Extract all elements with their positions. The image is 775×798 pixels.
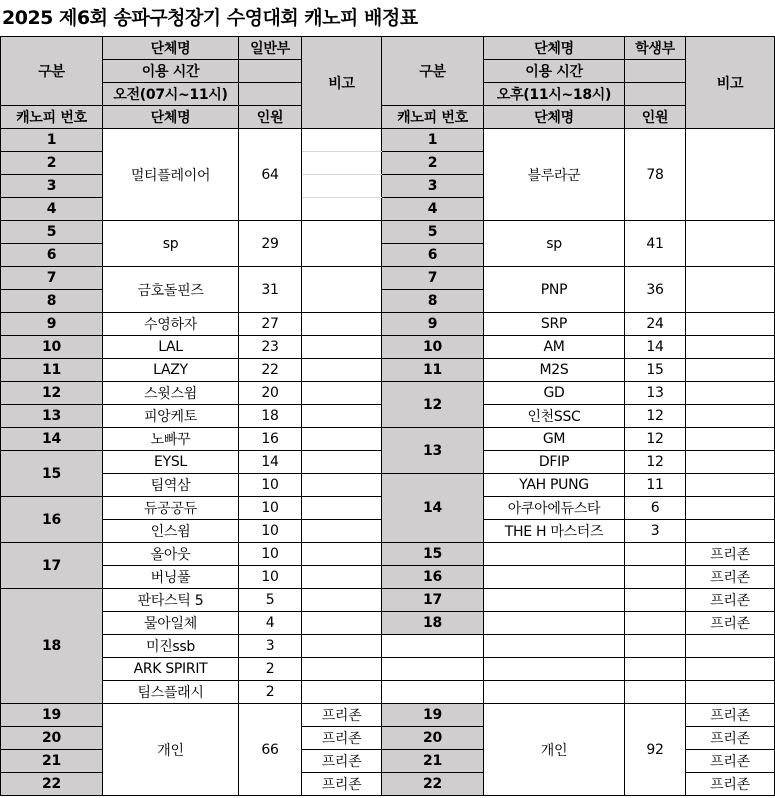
people-count bbox=[625, 589, 686, 612]
people-count: 10 bbox=[239, 497, 302, 520]
people-count: 12 bbox=[625, 405, 686, 428]
note-cell bbox=[302, 520, 382, 543]
table-row bbox=[1, 612, 775, 635]
header-gubun: 구분 bbox=[382, 37, 484, 106]
header-division: 일반부 bbox=[239, 37, 302, 60]
canopy-number: 4 bbox=[382, 198, 484, 221]
people-count: 31 bbox=[239, 267, 302, 313]
table-row bbox=[1, 382, 775, 405]
canopy-number: 18 bbox=[1, 589, 103, 704]
people-count: 3 bbox=[239, 635, 302, 658]
note-cell bbox=[686, 428, 775, 451]
page-title: 2025 제6회 송파구청장기 수영대회 캐노피 배정표 bbox=[2, 7, 418, 29]
people-count bbox=[625, 681, 686, 704]
note-cell bbox=[302, 566, 382, 589]
group-name bbox=[484, 543, 625, 566]
note-cell bbox=[686, 267, 775, 313]
note-cell bbox=[302, 405, 382, 428]
people-count: 92 bbox=[625, 704, 686, 796]
header-empty-cell bbox=[239, 83, 302, 106]
people-count: 13 bbox=[625, 382, 686, 405]
header-time-slot: 오전(07시~11시) bbox=[103, 83, 239, 106]
people-count: 16 bbox=[239, 428, 302, 451]
group-name: GD bbox=[484, 382, 625, 405]
note-cell bbox=[302, 313, 382, 336]
header-group-name: 단체명 bbox=[484, 37, 625, 60]
note-cell bbox=[302, 589, 382, 612]
header-group-name: 단체명 bbox=[484, 106, 625, 129]
group-name: ARK SPIRIT bbox=[103, 658, 239, 681]
note-cell bbox=[686, 129, 775, 221]
canopy-number: 1 bbox=[382, 129, 484, 152]
canopy-number: 15 bbox=[1, 451, 103, 497]
canopy-number: 9 bbox=[382, 313, 484, 336]
canopy-number: 5 bbox=[1, 221, 103, 244]
people-count bbox=[625, 566, 686, 589]
note-cell bbox=[686, 474, 775, 497]
note-cell: 프리존 bbox=[302, 704, 382, 727]
canopy-number: 7 bbox=[382, 267, 484, 290]
group-name: 아쿠아에듀스타 bbox=[484, 497, 625, 520]
note-cell bbox=[686, 382, 775, 405]
note-cell bbox=[302, 152, 382, 175]
people-count: 5 bbox=[239, 589, 302, 612]
note-cell bbox=[302, 658, 382, 681]
group-name: 미진ssb bbox=[103, 635, 239, 658]
table-row bbox=[1, 566, 775, 589]
note-cell: 프리존 bbox=[686, 727, 775, 750]
canopy-number: 16 bbox=[382, 566, 484, 589]
canopy-number: 20 bbox=[382, 727, 484, 750]
canopy-number: 2 bbox=[382, 152, 484, 175]
note-cell bbox=[686, 359, 775, 382]
group-name bbox=[484, 566, 625, 589]
canopy-assignment-table bbox=[0, 36, 775, 796]
note-cell: 프리존 bbox=[302, 727, 382, 750]
header-usage-time: 이용 시간 bbox=[103, 60, 239, 83]
note-cell bbox=[302, 543, 382, 566]
people-count: 78 bbox=[625, 129, 686, 221]
people-count: 14 bbox=[239, 451, 302, 474]
table-row bbox=[1, 474, 775, 497]
group-name: 인천SSC bbox=[484, 405, 625, 428]
header-row bbox=[1, 37, 775, 60]
note-cell bbox=[302, 451, 382, 474]
group-name: 금호돌핀즈 bbox=[103, 267, 239, 313]
group-name: PNP bbox=[484, 267, 625, 313]
header-usage-time: 이용 시간 bbox=[484, 60, 625, 83]
group-name: LAL bbox=[103, 336, 239, 359]
canopy-number: 22 bbox=[1, 773, 103, 796]
header-empty-cell bbox=[625, 60, 686, 83]
note-cell: 프리존 bbox=[686, 704, 775, 727]
group-name: sp bbox=[484, 221, 625, 267]
group-name: LAZY bbox=[103, 359, 239, 382]
group-name: DFIP bbox=[484, 451, 625, 474]
group-name: EYSL bbox=[103, 451, 239, 474]
canopy-number-empty bbox=[382, 681, 484, 704]
group-name: 인스윔 bbox=[103, 520, 239, 543]
group-name: 피앙케토 bbox=[103, 405, 239, 428]
people-count: 66 bbox=[239, 704, 302, 796]
group-name: SRP bbox=[484, 313, 625, 336]
note-cell bbox=[686, 658, 775, 681]
canopy-number: 20 bbox=[1, 727, 103, 750]
people-count bbox=[625, 635, 686, 658]
group-name: 팀역삼 bbox=[103, 474, 239, 497]
people-count bbox=[625, 543, 686, 566]
header-row bbox=[1, 106, 775, 129]
people-count: 41 bbox=[625, 221, 686, 267]
group-name: 멀티플레이어 bbox=[103, 129, 239, 221]
note-cell: 프리존 bbox=[686, 773, 775, 796]
canopy-number: 11 bbox=[382, 359, 484, 382]
note-cell bbox=[302, 428, 382, 451]
table-row bbox=[1, 313, 775, 336]
note-cell bbox=[302, 474, 382, 497]
canopy-number: 6 bbox=[382, 244, 484, 267]
canopy-number: 12 bbox=[1, 382, 103, 405]
group-name: 듀공공듀 bbox=[103, 497, 239, 520]
note-cell bbox=[302, 681, 382, 704]
note-cell bbox=[686, 635, 775, 658]
canopy-number: 17 bbox=[1, 543, 103, 589]
canopy-number: 3 bbox=[382, 175, 484, 198]
header-canopy-no: 캐노피 번호 bbox=[382, 106, 484, 129]
canopy-number: 5 bbox=[382, 221, 484, 244]
people-count: 24 bbox=[625, 313, 686, 336]
table-row bbox=[1, 658, 775, 681]
note-cell bbox=[686, 313, 775, 336]
note-cell bbox=[302, 336, 382, 359]
group-name: 스윗스윔 bbox=[103, 382, 239, 405]
canopy-number: 18 bbox=[382, 612, 484, 635]
people-count: 23 bbox=[239, 336, 302, 359]
table-row bbox=[1, 221, 775, 244]
people-count: 14 bbox=[625, 336, 686, 359]
note-cell: 프리존 bbox=[686, 750, 775, 773]
note-cell: 프리존 bbox=[302, 773, 382, 796]
group-name: 개인 bbox=[103, 704, 239, 796]
note-cell bbox=[302, 198, 382, 221]
note-cell: 프리존 bbox=[686, 612, 775, 635]
canopy-number: 8 bbox=[382, 290, 484, 313]
header-group-name: 단체명 bbox=[103, 106, 239, 129]
note-cell bbox=[302, 612, 382, 635]
canopy-number: 9 bbox=[1, 313, 103, 336]
header-canopy-no: 캐노피 번호 bbox=[1, 106, 103, 129]
note-cell bbox=[302, 221, 382, 267]
table-row bbox=[1, 428, 775, 451]
canopy-number: 22 bbox=[382, 773, 484, 796]
group-name: YAH PUNG bbox=[484, 474, 625, 497]
note-cell bbox=[686, 221, 775, 267]
note-cell bbox=[686, 451, 775, 474]
header-empty-cell bbox=[625, 83, 686, 106]
people-count: 11 bbox=[625, 474, 686, 497]
note-cell bbox=[302, 129, 382, 152]
canopy-number: 15 bbox=[382, 543, 484, 566]
people-count: 2 bbox=[239, 658, 302, 681]
note-cell bbox=[302, 497, 382, 520]
group-name: 블루라군 bbox=[484, 129, 625, 221]
group-name: GM bbox=[484, 428, 625, 451]
canopy-number: 19 bbox=[382, 704, 484, 727]
canopy-number: 6 bbox=[1, 244, 103, 267]
header-group-name: 단체명 bbox=[103, 37, 239, 60]
people-count: 10 bbox=[239, 520, 302, 543]
canopy-number: 14 bbox=[382, 474, 484, 543]
header-time-slot: 오후(11시~18시) bbox=[484, 83, 625, 106]
canopy-number: 21 bbox=[382, 750, 484, 773]
people-count: 2 bbox=[239, 681, 302, 704]
table-row bbox=[1, 589, 775, 612]
note-cell bbox=[686, 405, 775, 428]
group-name: THE H 마스터즈 bbox=[484, 520, 625, 543]
people-count: 29 bbox=[239, 221, 302, 267]
table-row bbox=[1, 129, 775, 152]
note-cell bbox=[302, 175, 382, 198]
canopy-number: 17 bbox=[382, 589, 484, 612]
group-name: 수영하자 bbox=[103, 313, 239, 336]
note-cell bbox=[302, 359, 382, 382]
note-cell bbox=[686, 336, 775, 359]
canopy-number: 14 bbox=[1, 428, 103, 451]
people-count: 22 bbox=[239, 359, 302, 382]
note-cell: 프리존 bbox=[302, 750, 382, 773]
header-note: 비고 bbox=[686, 37, 775, 129]
people-count bbox=[625, 612, 686, 635]
canopy-number: 19 bbox=[1, 704, 103, 727]
people-count: 18 bbox=[239, 405, 302, 428]
people-count: 6 bbox=[625, 497, 686, 520]
header-people: 인원 bbox=[239, 106, 302, 129]
note-cell: 프리존 bbox=[686, 543, 775, 566]
canopy-number: 12 bbox=[382, 382, 484, 428]
table-row bbox=[1, 336, 775, 359]
canopy-number: 3 bbox=[1, 175, 103, 198]
people-count: 20 bbox=[239, 382, 302, 405]
people-count: 36 bbox=[625, 267, 686, 313]
table-row bbox=[1, 267, 775, 290]
header-division: 학생부 bbox=[625, 37, 686, 60]
group-name: AM bbox=[484, 336, 625, 359]
group-name bbox=[484, 589, 625, 612]
group-name: 물아일체 bbox=[103, 612, 239, 635]
table-row bbox=[1, 635, 775, 658]
people-count: 10 bbox=[239, 543, 302, 566]
note-cell bbox=[686, 681, 775, 704]
group-name: 올아웃 bbox=[103, 543, 239, 566]
people-count: 10 bbox=[239, 566, 302, 589]
canopy-number: 13 bbox=[382, 428, 484, 474]
canopy-number: 16 bbox=[1, 497, 103, 543]
people-count: 4 bbox=[239, 612, 302, 635]
people-count: 64 bbox=[239, 129, 302, 221]
group-name: M2S bbox=[484, 359, 625, 382]
group-name bbox=[484, 658, 625, 681]
group-name: 버닝풀 bbox=[103, 566, 239, 589]
group-name bbox=[484, 681, 625, 704]
note-cell bbox=[302, 635, 382, 658]
group-name bbox=[484, 612, 625, 635]
people-count: 12 bbox=[625, 428, 686, 451]
header-gubun: 구분 bbox=[1, 37, 103, 106]
group-name bbox=[484, 635, 625, 658]
note-cell: 프리존 bbox=[686, 589, 775, 612]
header-note: 비고 bbox=[302, 37, 382, 129]
group-name: 판타스틱 5 bbox=[103, 589, 239, 612]
canopy-number: 10 bbox=[382, 336, 484, 359]
canopy-number: 8 bbox=[1, 290, 103, 313]
note-cell bbox=[686, 520, 775, 543]
table-row bbox=[1, 543, 775, 566]
canopy-number: 11 bbox=[1, 359, 103, 382]
header-empty-cell bbox=[239, 60, 302, 83]
group-name: 개인 bbox=[484, 704, 625, 796]
table-row bbox=[1, 704, 775, 727]
people-count: 15 bbox=[625, 359, 686, 382]
note-cell: 프리존 bbox=[686, 566, 775, 589]
canopy-number: 4 bbox=[1, 198, 103, 221]
canopy-number-empty bbox=[382, 658, 484, 681]
canopy-number: 1 bbox=[1, 129, 103, 152]
group-name: 노빠꾸 bbox=[103, 428, 239, 451]
header-people: 인원 bbox=[625, 106, 686, 129]
canopy-number: 2 bbox=[1, 152, 103, 175]
people-count: 12 bbox=[625, 451, 686, 474]
table-row bbox=[1, 681, 775, 704]
people-count: 10 bbox=[239, 474, 302, 497]
note-cell bbox=[302, 382, 382, 405]
note-cell bbox=[686, 497, 775, 520]
people-count: 27 bbox=[239, 313, 302, 336]
canopy-number: 21 bbox=[1, 750, 103, 773]
canopy-number: 13 bbox=[1, 405, 103, 428]
canopy-number: 10 bbox=[1, 336, 103, 359]
people-count: 3 bbox=[625, 520, 686, 543]
group-name: sp bbox=[103, 221, 239, 267]
note-cell bbox=[302, 267, 382, 313]
canopy-number-empty bbox=[382, 635, 484, 658]
table-row bbox=[1, 359, 775, 382]
people-count bbox=[625, 658, 686, 681]
canopy-number: 7 bbox=[1, 267, 103, 290]
group-name: 팀스플래시 bbox=[103, 681, 239, 704]
